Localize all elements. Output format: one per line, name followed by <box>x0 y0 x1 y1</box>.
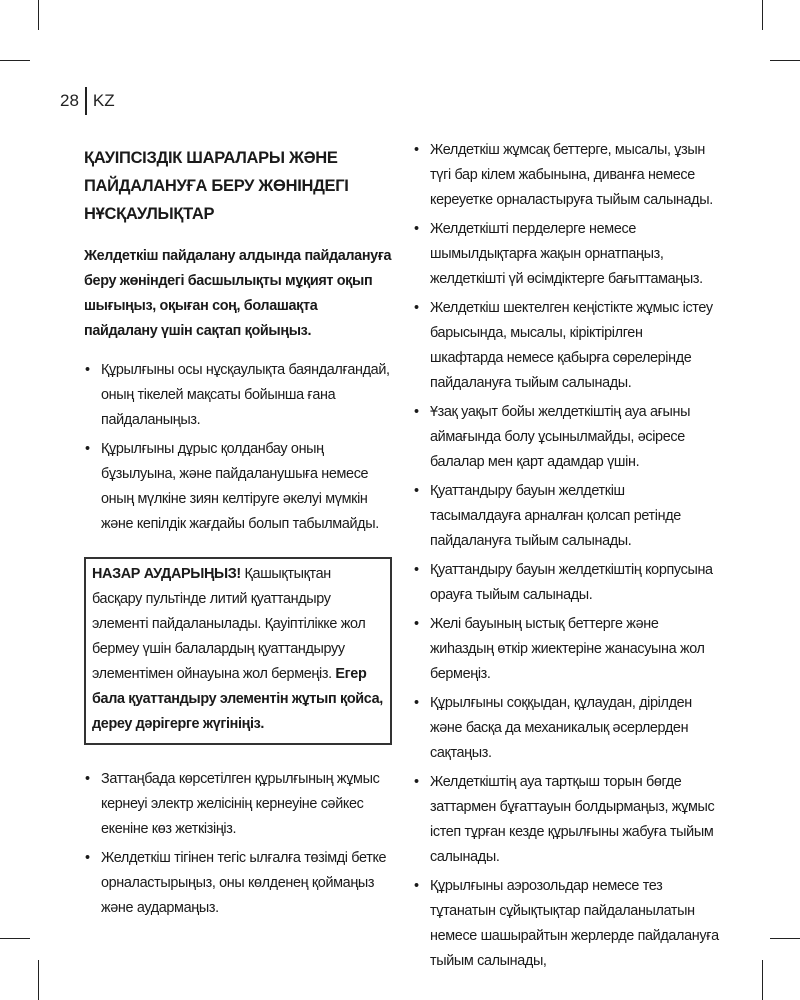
header-divider <box>85 87 87 115</box>
list-item: • Желдеткіш шектелген кеңістікте жұмыс істеу барысында, мысалы, кіріктірілген шкафтарда немесе қабырға сөрелерінде пайдалануға тыйым салынады. <box>414 300 713 391</box>
warning-text: Қашықтықтан басқару пультінде литий қуаттандыру элементі пайдаланылады. Қауіптілікке жол бермеу үшін балалардың қуаттандыруу элементімен ойнауына жол бермеңіз. <box>92 566 366 682</box>
crop-mark <box>762 0 763 30</box>
list-item: • Желдеткіш жұмсақ беттерге, мысалы, ұзын түгі бар кілем жабынына, диванға немесе кереуетке орналастыруға тыйым салынады. <box>414 142 713 208</box>
bullet-list-top <box>84 358 392 537</box>
warning-emphasis: Егер бала қуаттандыру элементін жұтып қойса, дереу дәрігерге жүгініңіз. <box>92 666 383 732</box>
list-item: • Құрылғыны соққыдан, құлаудан, дірілден және басқа да механикалық әсерлерден сақтаңыз. <box>414 695 692 761</box>
crop-mark <box>762 960 763 1000</box>
section-title: ҚАУІПСІЗДІК ШАРАЛАРЫ ЖӘНЕ ПАЙДАЛАНУҒА БЕРУ ЖӨНІНДЕГІ НҰСҚАУЛЫҚТАР <box>84 149 349 223</box>
intro-paragraph: Желдеткіш пайдалану алдында пайдалануға беру жөніндегі басшылықты мұқият оқып шығыңыз, оқыған соң, болашақта пайдалану үшін сақтап қойыңыз. <box>84 248 392 339</box>
page-header <box>60 86 115 116</box>
list-item: • Желдеткіштің ауа тартқыш торын бөгде заттармен бұғаттауын болдырмаңыз, жұмыс істеп тұрған кезде құрылғыны жабуға тыйым салынады. <box>414 774 715 865</box>
bullet-list-right <box>413 138 719 974</box>
list-item: • Заттаңбада көрсетілген құрылғының жұмыс кернеуі электр желісінің кернеуіне сәйкес екеніне көз жеткізіңіз. <box>85 771 380 837</box>
list-item: • Желдеткішті перделерге немесе шымылдықтарға жақын орнатпаңыз, желдеткішті үй өсімдіктерге бағыттамаңыз. <box>414 221 703 287</box>
crop-mark <box>0 60 30 61</box>
list-item: • Ұзақ уақыт бойы желдеткіштің ауа ағыны аймағында болу ұсынылмайды, әсіресе балалар мен қарт адамдар үшін. <box>414 404 691 470</box>
crop-mark <box>770 938 800 939</box>
crop-mark <box>770 60 800 61</box>
list-item: • Қуаттандыру бауын желдеткіштің корпусына орауға тыйым салынады. <box>414 562 713 603</box>
left-column <box>84 138 392 925</box>
warning-box <box>84 557 392 745</box>
language-code: KZ <box>92 91 115 110</box>
crop-mark <box>38 0 39 30</box>
list-item: • Құрылғыны дұрыс қолданбау оның бұзылуына, және пайдаланушыға немесе оның мүлкіне зиян келтіруге әкелуі мүмкін және кепілдік жағдайы болып табылмайды. <box>85 441 379 532</box>
list-item: • Құрылғыны аэрозольдар немесе тез тұтанатын сұйықтықтар пайдаланылатын немесе шашырайтын жерлерде пайдалануға тыйым салынады, <box>414 878 719 969</box>
list-item: • Желдеткіш тігінен тегіс ылғалға төзімді бетке орналастырыңыз, оны көлденең қоймаңыз және аудармаңыз. <box>85 850 387 916</box>
list-item: • Желі бауының ыстық беттерге және жиһаздың өткір жиектеріне жанасуына жол бермеңіз. <box>414 616 705 682</box>
crop-mark <box>38 960 39 1000</box>
list-item: • Құрылғыны осы нұсқаулықта баяндалғандай, оның тікелей мақсаты бойынша ғана пайдаланыңыз. <box>85 362 390 428</box>
page-number: 28 <box>60 91 79 110</box>
list-item: • Қуаттандыру бауын желдеткіш тасымалдауға арналған қолсап ретінде пайдалануға тыйым салынады. <box>414 483 681 549</box>
right-column <box>413 138 719 978</box>
warning-label: НАЗАР АУДАРЫҢЫЗ! <box>92 566 241 582</box>
crop-mark <box>0 938 30 939</box>
bullet-list-bottom <box>84 767 392 921</box>
